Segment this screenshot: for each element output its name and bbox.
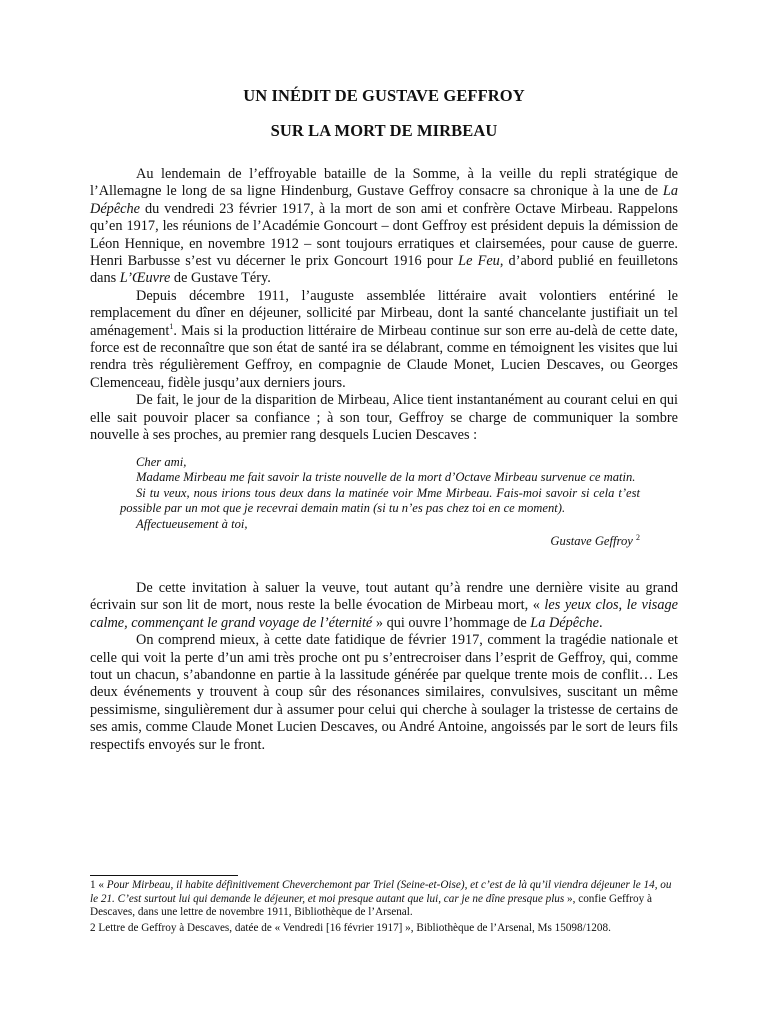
footnote-2-text: Lettre de Geffroy à Descaves, datée de « Vendredi [16 février 1917] », Bibliothèque de l’Arsenal, Ms 15098/1208. bbox=[95, 921, 611, 934]
footnote-1-italic: Pour Mirbeau, il habite définitivement Cheverchemont par Triel (Seine-et-Oise), et c’est de là qu’il viendra déjeuner le 14, ou le 21. C’est surtout lui qui demande le déjeuner, et moi presque autant que lui, car je ne dîne presque plus bbox=[90, 879, 672, 905]
p4-italic-a: les yeux clos, le visage calme, commençant le grand voyage de l’éternité bbox=[90, 597, 678, 631]
footnote-ref-2[interactable]: 2 bbox=[636, 532, 640, 542]
footnote-1-text-b: », confie Geffroy à Descaves, dans une lettre de novembre 1911, Bibliothèque de l’Arsenal. bbox=[90, 892, 652, 919]
paragraph-2 bbox=[90, 288, 678, 392]
signature-text: Gustave Geffroy bbox=[550, 534, 636, 549]
paragraph-4 bbox=[90, 580, 678, 632]
title-line-2: SUR LA MORT DE MIRBEAU bbox=[270, 121, 498, 140]
footnotes bbox=[90, 879, 678, 937]
p1-text-b: du vendredi 23 février 1917, à la mort de son ami et confrère Octave Mirbeau. Rappelons qu’en 1917, les réunions de l’Académie Goncourt – dont Geffroy est président depuis la démission de Léon Hennique, en novembre 1912 – sont toujours erratiques et clairsemées, pour cause de guerre. Henri Barbusse s’est vu décerner le prix Goncourt 1916 pour bbox=[90, 200, 678, 270]
p1-italic-c: L’Œuvre bbox=[119, 270, 171, 287]
paragraph-1 bbox=[90, 166, 678, 288]
p1-text-a: Au lendemain de l’effroyable bataille de la Somme, à la veille du repli stratégique de l’Allemagne le long de sa ligne Hindenburg, Gustave Geffroy consacre sa chronique à la une de bbox=[90, 166, 678, 200]
footnote-1-number: 1 bbox=[90, 879, 96, 891]
footnote-separator bbox=[90, 875, 238, 876]
letter-quote bbox=[120, 455, 640, 549]
quote-line-3: Si tu veux, nous irions tous deux dans la matinée voir Mme Mirbeau. Fais-moi savoir si cela t’est possible par un mot que je recevrai demain matin (si tu n’es pas chez toi en ce moment). bbox=[120, 485, 640, 516]
p1-text-c: , d’abord publié en feuilletons dans bbox=[90, 253, 678, 287]
p4-text-c: . bbox=[598, 614, 603, 631]
p2-text-a: Depuis décembre 1911, l’auguste assemblée littéraire avait volontiers entériné le remplacement du dîner en déjeuner, sollicité par Mirbeau, dont la santé chancelante justifiait un tel aménagement bbox=[90, 287, 678, 339]
title-line-1: UN INÉDIT DE GUSTAVE GEFFROY bbox=[243, 86, 525, 105]
p1-text-d: de Gustave Téry. bbox=[170, 270, 271, 287]
p2-text-b: . Mais si la production littéraire de Mirbeau continue sur son erre au-delà de cette date, force est de reconnaître que son état de santé ira se délabrant, comme en témoignent les visites que lui rendra très régulièrement Geffroy, en compagnie de Claude Monet, Lucien Descaves, ou Georges Clemenceau, fidèle jusqu’aux derniers jours. bbox=[90, 322, 678, 391]
quote-signature bbox=[120, 534, 640, 549]
paragraph-3: De fait, le jour de la disparition de Mirbeau, Alice tient instantanément au courant celui en qui elle sait pouvoir placer sa confiance ; à son tour, Geffroy se charge de communiquer la sombre nouvelle à ses proches, au premier rang desquels Lucien Descaves : bbox=[90, 392, 678, 444]
footnote-2-number: 2 bbox=[90, 921, 96, 934]
p1-italic-a: La Dépêche bbox=[90, 183, 678, 217]
quote-line-1: Cher ami, bbox=[136, 455, 187, 469]
quote-line-4: Affectueusement à toi, bbox=[136, 516, 248, 531]
article-body-top bbox=[90, 166, 678, 445]
quote-line-2: Madame Mirbeau me fait savoir la triste nouvelle de la mort d’Octave Mirbeau survenue ce matin. bbox=[136, 470, 636, 485]
p1-italic-b: Le Feu bbox=[458, 253, 500, 270]
footnote-1-text-a: « bbox=[95, 879, 107, 891]
p4-text-b: » qui ouvre l’hommage de bbox=[372, 614, 531, 631]
article-body-bottom bbox=[90, 580, 678, 754]
p4-text-a: De cette invitation à saluer la veuve, tout autant qu’à rendre une dernière visite au grand écrivain sur son lit de mort, nous reste la belle évocation de Mirbeau mort, « bbox=[90, 580, 678, 614]
paragraph-5: On comprend mieux, à cette date fatidique de février 1917, comment la tragédie nationale et celle qui voit la perte d’un ami très proche ont pu s’entrecroiser dans l’esprit de Geffroy, qui, comme tout un chacun, s’abandonne en partie à la lassitude générée par quelque trente mois de conflit… Les deux événements y trouvent à coup sûr des résonances similaires, convulsives, suscitant un même pessimisme, singulièrement dur à assumer pour celui qui cherche à soulager la tristesse de certains de ses amis, comme Claude Monet Lucien Descaves, ou André Antoine, angoissés par le sort de leurs fils respectifs envoyés sur le front. bbox=[90, 632, 678, 753]
footnote-ref-1[interactable]: 1 bbox=[169, 321, 174, 331]
footnote-2 bbox=[90, 922, 678, 936]
footnote-1 bbox=[90, 879, 678, 920]
p4-italic-b: La Dépêche bbox=[530, 614, 599, 631]
